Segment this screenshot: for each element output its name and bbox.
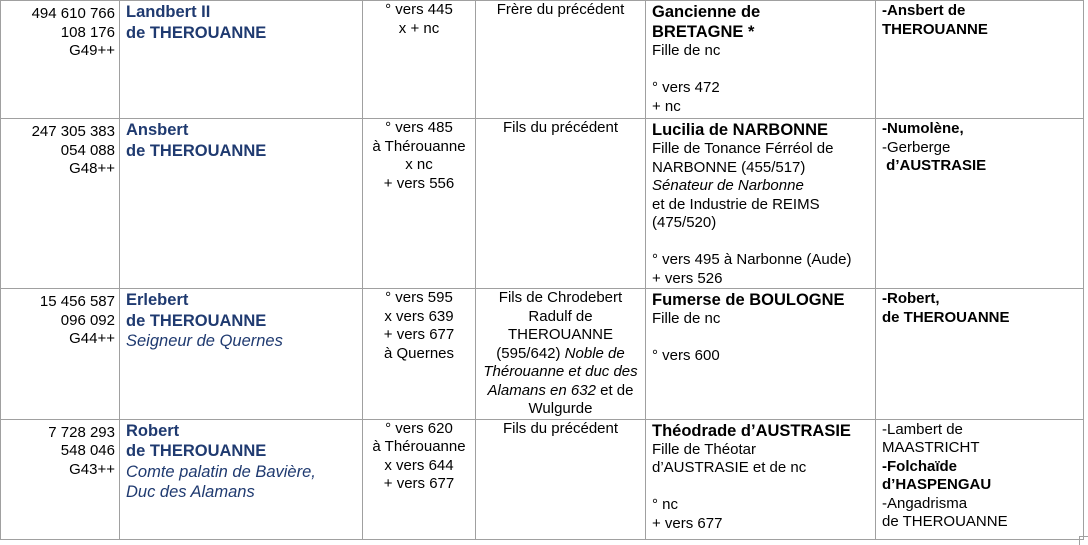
person-name: Erlebert: [126, 291, 189, 309]
sosa-number-line: G44++: [69, 330, 115, 347]
sosa-number-cell: [1, 419, 120, 539]
child-line: -Numolène,: [882, 120, 964, 137]
sosa-number-line: 247 305 383: [31, 123, 115, 140]
child-line: d’AUSTRASIE: [882, 157, 987, 174]
children-cell: [876, 419, 1084, 539]
child-line: MAASTRICHT: [882, 439, 980, 456]
filiation-cell: [476, 289, 646, 420]
sosa-number-line: 15 456 587: [39, 293, 115, 310]
child-line: de THEROUANNE: [882, 308, 1010, 326]
life-date-line: à Quernes: [383, 344, 455, 362]
spouse-date: ° vers 472: [652, 79, 720, 96]
filiation-text: et de Wulgurde: [528, 381, 634, 417]
life-date-line: x + nc: [398, 19, 440, 37]
spouse-spacer: [652, 329, 875, 348]
spouse-date: ° vers 600: [652, 347, 720, 364]
filiation-cell: [476, 119, 646, 289]
person-house: de THEROUANNE: [126, 442, 267, 460]
person-name: Landbert II: [126, 3, 211, 21]
person-house: de THEROUANNE: [126, 311, 267, 330]
filiation-text: Fils de Chrodebert Radulf de THEROUANNE (595/642): [496, 289, 623, 362]
spouse-name: Lucilia de NARBONNE: [652, 121, 829, 139]
spouse-date: ° nc: [652, 496, 679, 513]
life-date-line: à Thérouanne: [372, 438, 466, 455]
sosa-number-cell: [1, 1, 120, 119]
spouse-name: Théodrade d’AUSTRASIE: [652, 421, 851, 440]
spouse-info: (475/520): [652, 214, 717, 231]
person-title: Seigneur de Quernes: [126, 332, 283, 350]
spouse-cell: [646, 289, 876, 420]
sosa-number-line: 548 046: [60, 442, 115, 459]
sosa-number-cell: [1, 119, 120, 289]
spouse-name: Fumerse de BOULOGNE: [652, 291, 845, 309]
filiation-text: Frère du précédent: [496, 1, 625, 18]
filiation-text: Fils du précédent: [502, 119, 619, 136]
spouse-spacer: [652, 233, 875, 252]
person-name-cell: [120, 289, 363, 420]
spouse-date: + vers 677: [652, 514, 723, 532]
child-line: -Robert,: [882, 290, 940, 307]
person-name-cell: [120, 419, 363, 539]
spouse-info: Fille de Tonance Férréol de: [652, 140, 834, 157]
child-line: -Lambert de: [882, 420, 963, 438]
sosa-number-line: 108 176: [60, 23, 115, 41]
life-dates-cell: [363, 289, 476, 420]
genealogy-table-body: [1, 1, 1084, 540]
life-dates-cell: [363, 119, 476, 289]
spouse-name: Gancienne de: [652, 3, 761, 21]
table-row: [1, 419, 1084, 539]
spouse-date: + vers 526: [652, 269, 723, 287]
filiation-cell: [476, 419, 646, 539]
person-name: Ansbert: [126, 121, 189, 139]
children-cell: [876, 1, 1084, 119]
sosa-number-line: G43++: [69, 460, 115, 478]
life-date-line: ° vers 485: [385, 119, 453, 136]
child-line: -Angadrisma: [882, 494, 968, 512]
children-cell: [876, 119, 1084, 289]
spouse-date: + nc: [652, 97, 681, 115]
person-title: Comte palatin de Bavière,: [126, 462, 316, 481]
life-date-line: + vers 556: [383, 174, 455, 192]
spouse-info: NARBONNE (455/517): [652, 158, 806, 176]
sosa-number-line: 494 610 766: [31, 5, 115, 22]
spouse-info: et de Industrie de REIMS: [652, 195, 820, 213]
filiation-text: Fils du précédent: [502, 419, 619, 437]
sosa-number-line: G48++: [69, 160, 115, 177]
child-line: -Ansbert de: [882, 2, 966, 19]
life-date-line: ° vers 445: [385, 1, 453, 18]
child-line: THEROUANNE: [882, 20, 988, 38]
spouse-date: ° vers 495 à Narbonne (Aude): [652, 251, 852, 268]
life-dates-cell: [363, 1, 476, 119]
life-dates-cell: [363, 419, 476, 539]
table-row: [1, 1, 1084, 119]
spouse-info: Fille de nc: [652, 310, 721, 327]
spouse-name: BRETAGNE *: [652, 23, 755, 41]
spouse-info: Fille de Théotar: [652, 440, 756, 458]
life-date-line: x nc: [405, 156, 433, 173]
person-title: Duc des Alamans: [126, 483, 255, 501]
spouse-cell: [646, 119, 876, 289]
life-date-line: x vers 639: [384, 307, 454, 325]
life-date-line: + vers 677: [383, 475, 455, 492]
life-date-line: ° vers 620: [385, 419, 453, 437]
person-name-cell: [120, 119, 363, 289]
person-name: Robert: [126, 421, 180, 440]
sosa-number-line: 096 092: [60, 311, 115, 329]
filiation-cell: [476, 1, 646, 119]
spouse-father-title: Sénateur de Narbonne: [652, 177, 804, 194]
sosa-number-line: 054 088: [60, 141, 115, 159]
page-corner-mark: [1079, 536, 1088, 545]
sosa-number-line: G49++: [69, 42, 115, 59]
children-cell: [876, 289, 1084, 420]
person-house: de THEROUANNE: [126, 141, 267, 160]
child-line: -Folchaïde: [882, 457, 958, 475]
life-date-line: + vers 677: [383, 326, 455, 343]
spouse-spacer: [652, 61, 875, 80]
spouse-spacer: [652, 478, 875, 497]
life-date-line: x vers 644: [384, 456, 454, 474]
child-line: d’HASPENGAU: [882, 476, 992, 493]
person-house: de THEROUANNE: [126, 23, 267, 42]
table-row: [1, 289, 1084, 420]
filiation-note: Noble de Thérouanne et duc des Alamans en 632: [483, 344, 638, 399]
table-row: [1, 119, 1084, 289]
spouse-cell: [646, 1, 876, 119]
life-date-line: ° vers 595: [385, 289, 453, 306]
spouse-cell: [646, 419, 876, 539]
child-line: de THEROUANNE: [882, 513, 1008, 530]
sosa-number-cell: [1, 289, 120, 420]
sosa-number-line: 7 728 293: [48, 423, 115, 441]
spouse-info: d’AUSTRASIE et de nc: [652, 459, 807, 476]
child-line: -Gerberge: [882, 138, 951, 156]
spouse-info: Fille de nc: [652, 42, 721, 59]
life-date-line: à Thérouanne: [372, 137, 466, 155]
person-name-cell: [120, 1, 363, 119]
